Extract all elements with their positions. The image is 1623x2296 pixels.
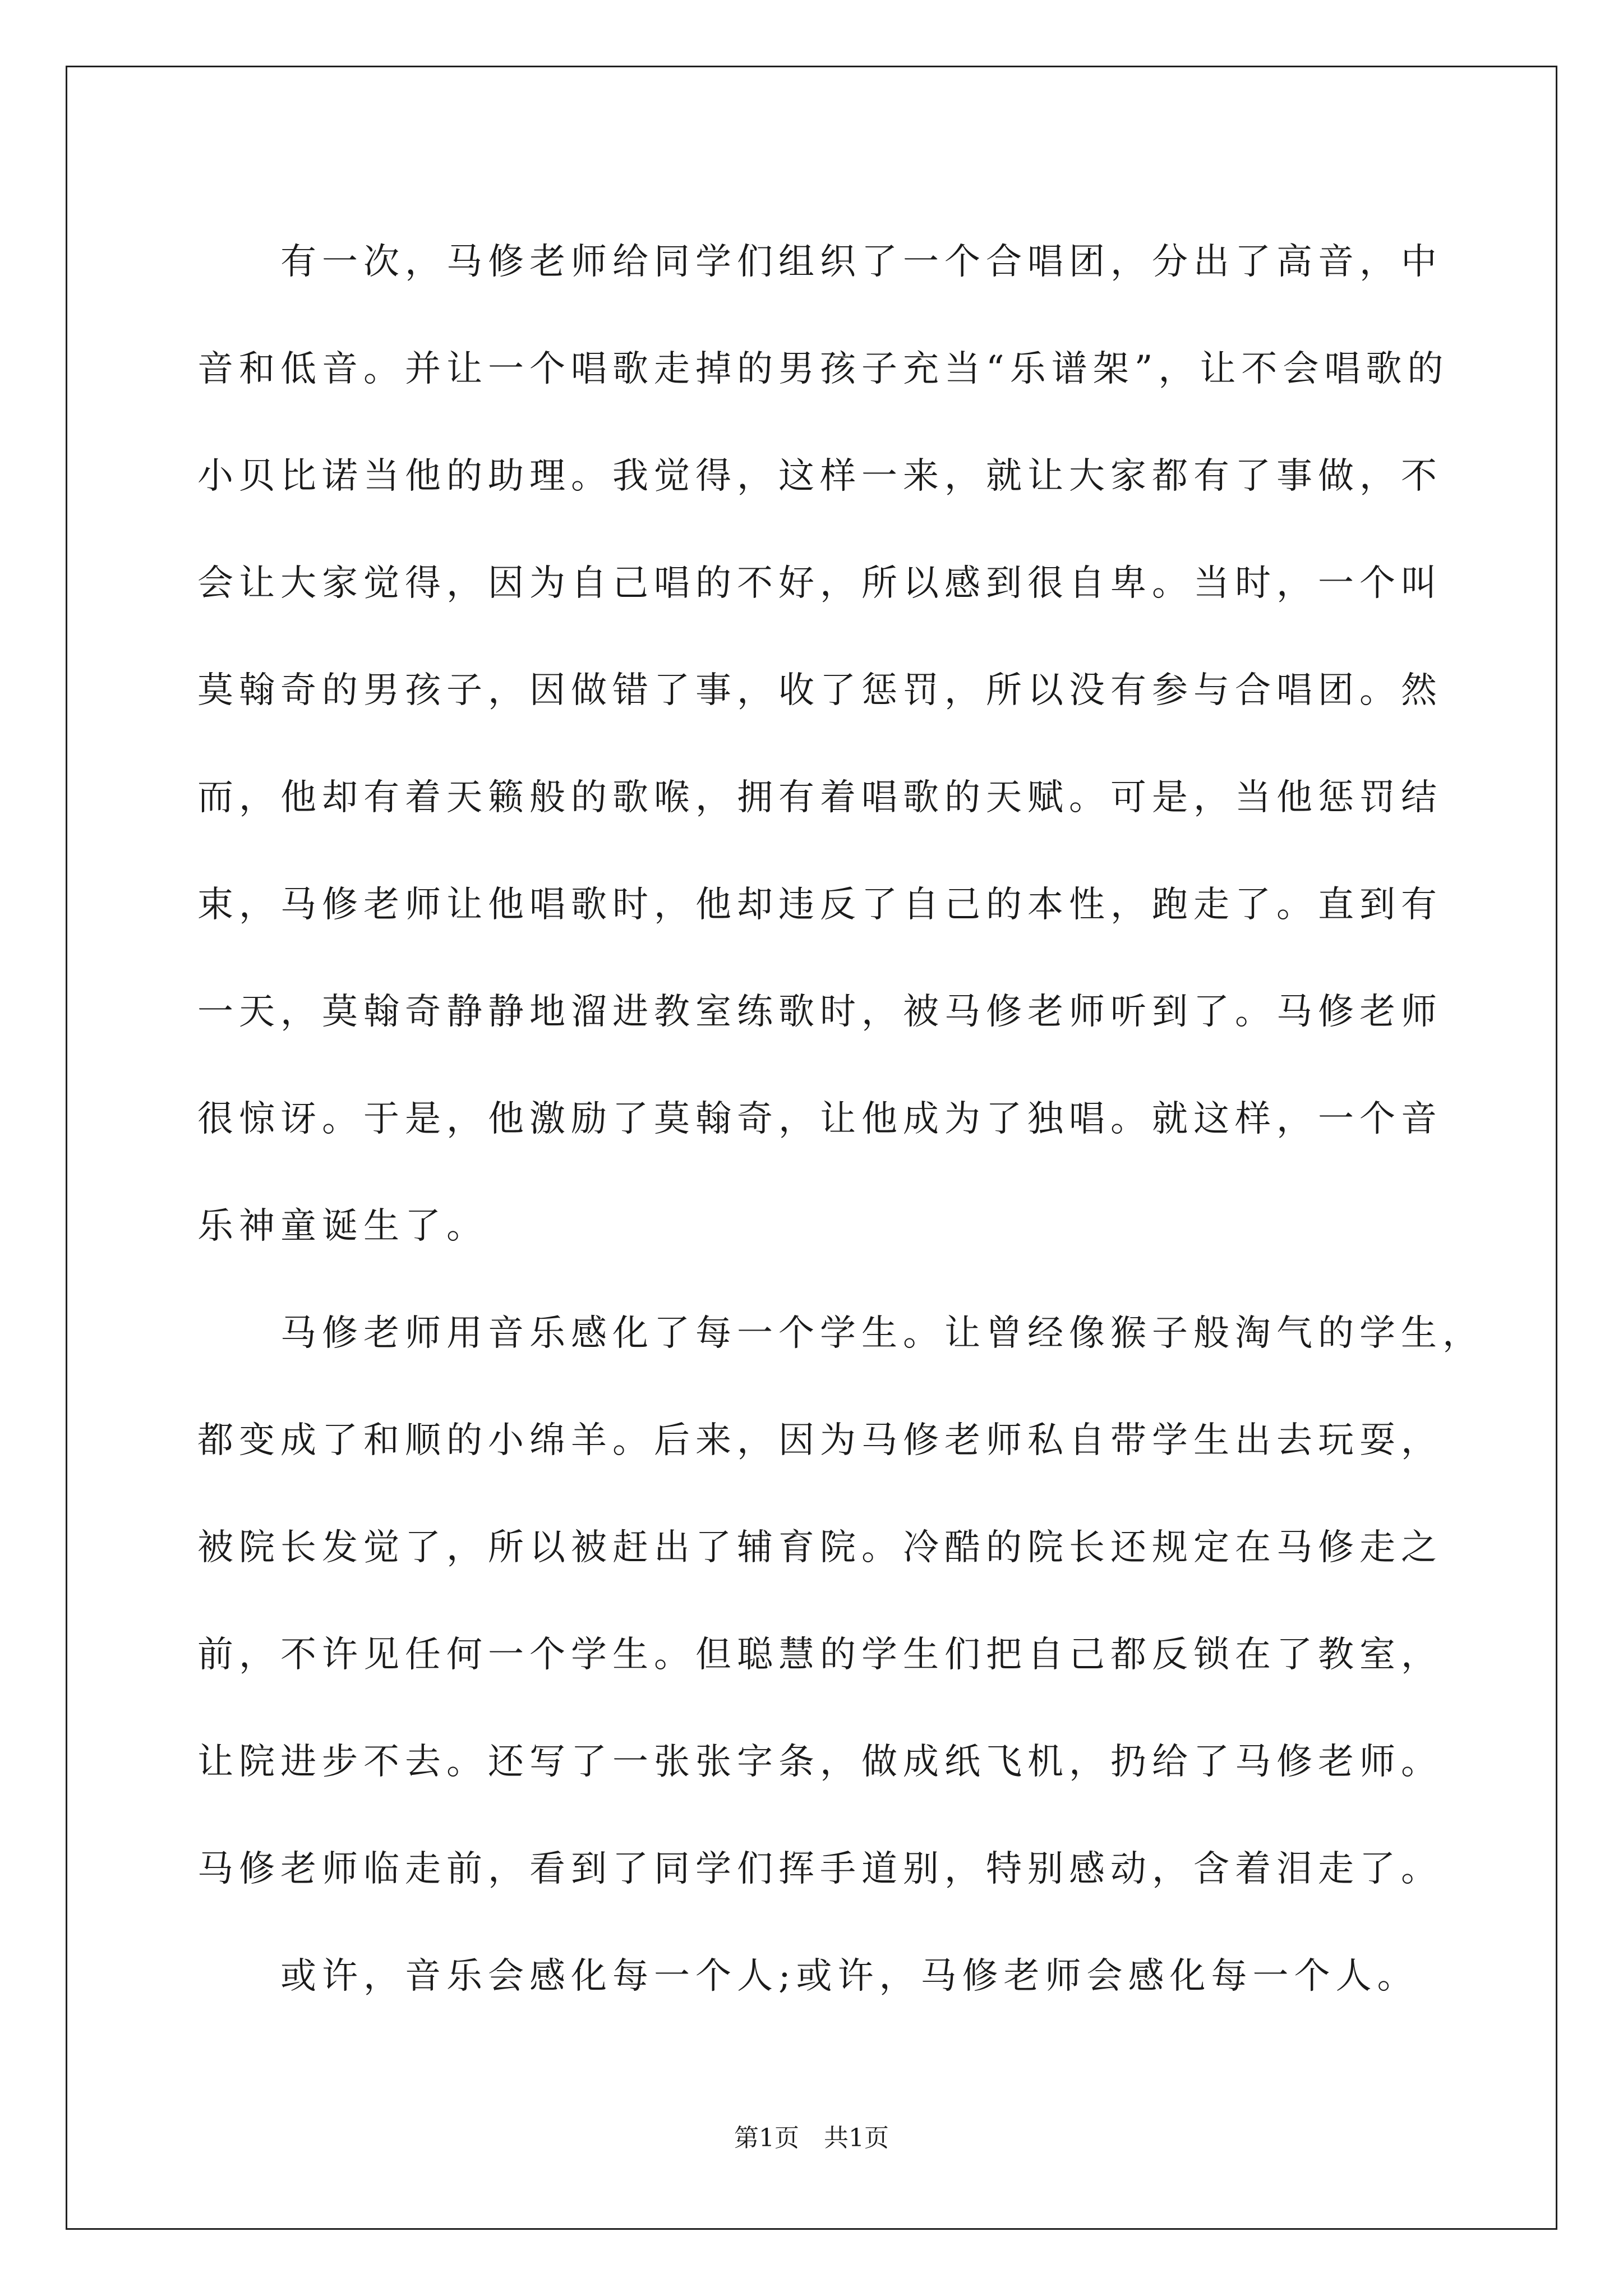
text-line: 小贝比诺当他的助理。我觉得，这样一来，就让大家都有了事做，不 — [197, 455, 1442, 497]
text-line: 前，不许见任何一个学生。但聪慧的学生们把自己都反锁在了教室， — [197, 1634, 1442, 1676]
page-total: 共1页 — [824, 2124, 889, 2152]
text-line: 让院进步不去。还写了一张张字条，做成纸飞机，扔给了马修老师。 — [197, 1741, 1442, 1783]
text-line: 而，他却有着天籁般的歌喉，拥有着唱歌的天赋。可是，当他惩罚结 — [197, 777, 1442, 818]
text-line: 莫翰奇的男孩子，因做错了事，收了惩罚，所以没有参与合唱团。然 — [197, 670, 1442, 711]
text-line: 马修老师用音乐感化了每一个学生。让曾经像猴子般淘气的学生， — [280, 1313, 1484, 1354]
paragraph-3 — [197, 1923, 1431, 2030]
text-line: 会让大家觉得，因为自己唱的不好，所以感到很自卑。当时，一个叫 — [197, 563, 1442, 604]
page-number: 第1页 — [734, 2124, 799, 2152]
text-line: 有一次，马修老师给同学们组织了一个合唱团，分出了高音，中 — [280, 241, 1442, 283]
text-line: 乐神童诞生了。 — [197, 1205, 488, 1247]
text-line: 束，马修老师让他唱歌时，他却违反了自己的本性，跑走了。直到有 — [197, 884, 1442, 926]
text-line: 被院长发觉了，所以被赶出了辅育院。冷酷的院长还规定在马修走之 — [197, 1527, 1442, 1568]
document-body — [197, 209, 1484, 2030]
text-line: 一天，莫翰奇静静地溜进教室练歌时，被马修老师听到了。马修老师 — [197, 991, 1442, 1033]
text-line: 马修老师临走前，看到了同学们挥手道别，特别感动，含着泪走了。 — [197, 1848, 1442, 1890]
text-line: 或许，音乐会感化每一个人;或许，马修老师会感化每一个人。 — [280, 1955, 1419, 1997]
text-line: 音和低音。并让一个唱歌走掉的男孩子充当“乐谱架”，让不会唱歌的 — [197, 348, 1449, 390]
page-footer — [0, 2118, 1623, 2154]
text-line: 都变成了和顺的小绵羊。后来，因为马修老师私自带学生出去玩耍， — [197, 1420, 1442, 1461]
text-line: 很惊讶。于是，他激励了莫翰奇，让他成为了独唱。就这样，一个音 — [197, 1098, 1442, 1140]
paragraph-2 — [197, 1280, 1484, 1923]
paragraph-1 — [197, 209, 1449, 1280]
